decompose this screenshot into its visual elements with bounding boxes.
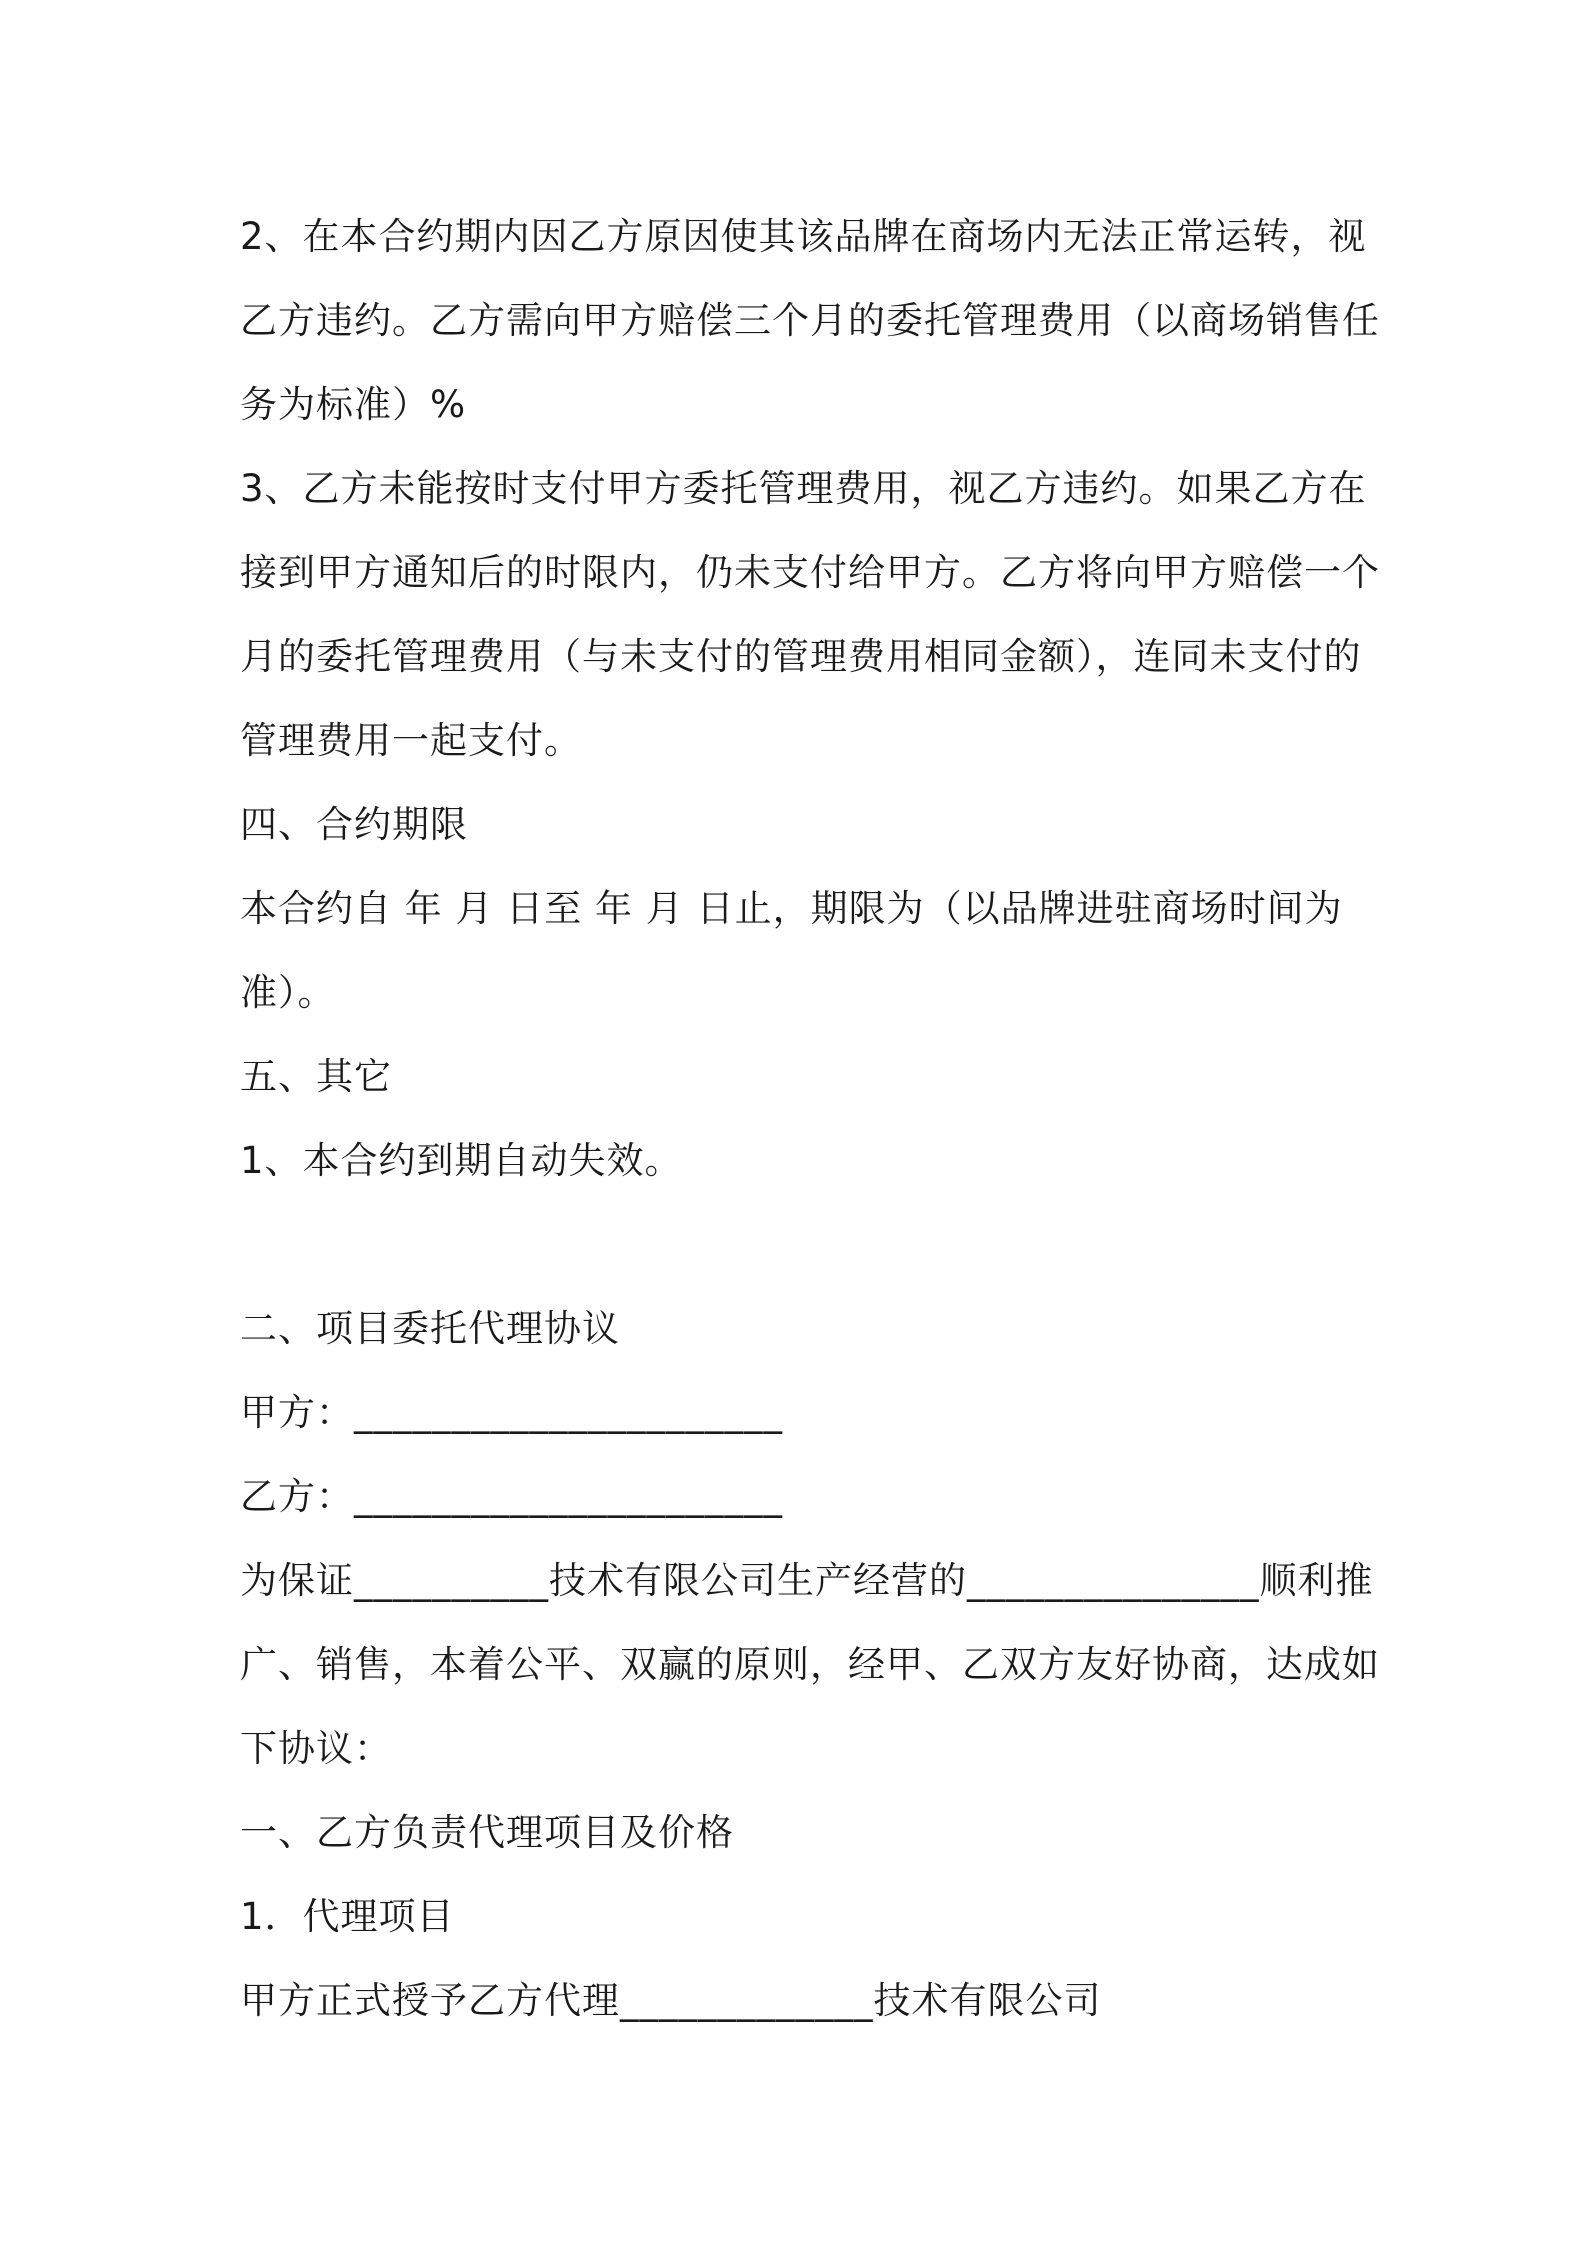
section-heading-term: 四、合约期限 xyxy=(240,803,468,846)
term-line-2: 准）。 xyxy=(240,971,336,1014)
section-heading-other: 五、其它 xyxy=(240,1055,392,1098)
agreement-title: 二、项目委托代理协议 xyxy=(240,1307,620,1350)
clause-3-line-2: 接到甲方通知后的时限内，仍未支付给甲方。乙方将向甲方赔偿一个 xyxy=(240,551,1380,594)
party-b-field: 乙方：______________________ xyxy=(240,1475,783,1518)
preamble-line-1: 为保证__________技术有限公司生产经营的_______________顺利推 xyxy=(240,1559,1374,1602)
term-line-1: 本合约自 年 月 日至 年 月 日止，期限为（以品牌进驻商场时间为 xyxy=(240,887,1343,930)
document-page xyxy=(240,195,1380,2043)
party-a-field: 甲方：______________________ xyxy=(240,1391,783,1434)
section-heading-agency-items: 一、乙方负责代理项目及价格 xyxy=(240,1811,734,1854)
clause-2-line-1: 2、在本合约期内因乙方原因使其该品牌在商场内无法正常运转，视 xyxy=(240,215,1367,258)
other-clause-1: 1、本合约到期自动失效。 xyxy=(240,1139,683,1182)
clause-3-line-4: 管理费用一起支付。 xyxy=(240,719,582,762)
clause-3-line-3: 月的委托管理费用（与未支付的管理费用相同金额），连同未支付的 xyxy=(240,635,1362,678)
blank-spacer xyxy=(240,1203,1360,1287)
clause-2-line-2: 乙方违约。乙方需向甲方赔偿三个月的委托管理费用（以商场销售任 xyxy=(240,299,1380,342)
subheading-agency-project: 1．代理项目 xyxy=(240,1895,455,1938)
preamble-line-2: 广、销售，本着公平、双赢的原则，经甲、乙双方友好协商，达成如 xyxy=(240,1643,1380,1686)
agency-grant-line: 甲方正式授予乙方代理_____________技术有限公司 xyxy=(240,1979,1102,2022)
preamble-line-3: 下协议： xyxy=(240,1727,392,1770)
clause-2-line-3: 务为标准）% xyxy=(240,383,467,426)
clause-3-line-1: 3、乙方未能按时支付甲方委托管理费用，视乙方违约。如果乙方在 xyxy=(240,467,1367,510)
